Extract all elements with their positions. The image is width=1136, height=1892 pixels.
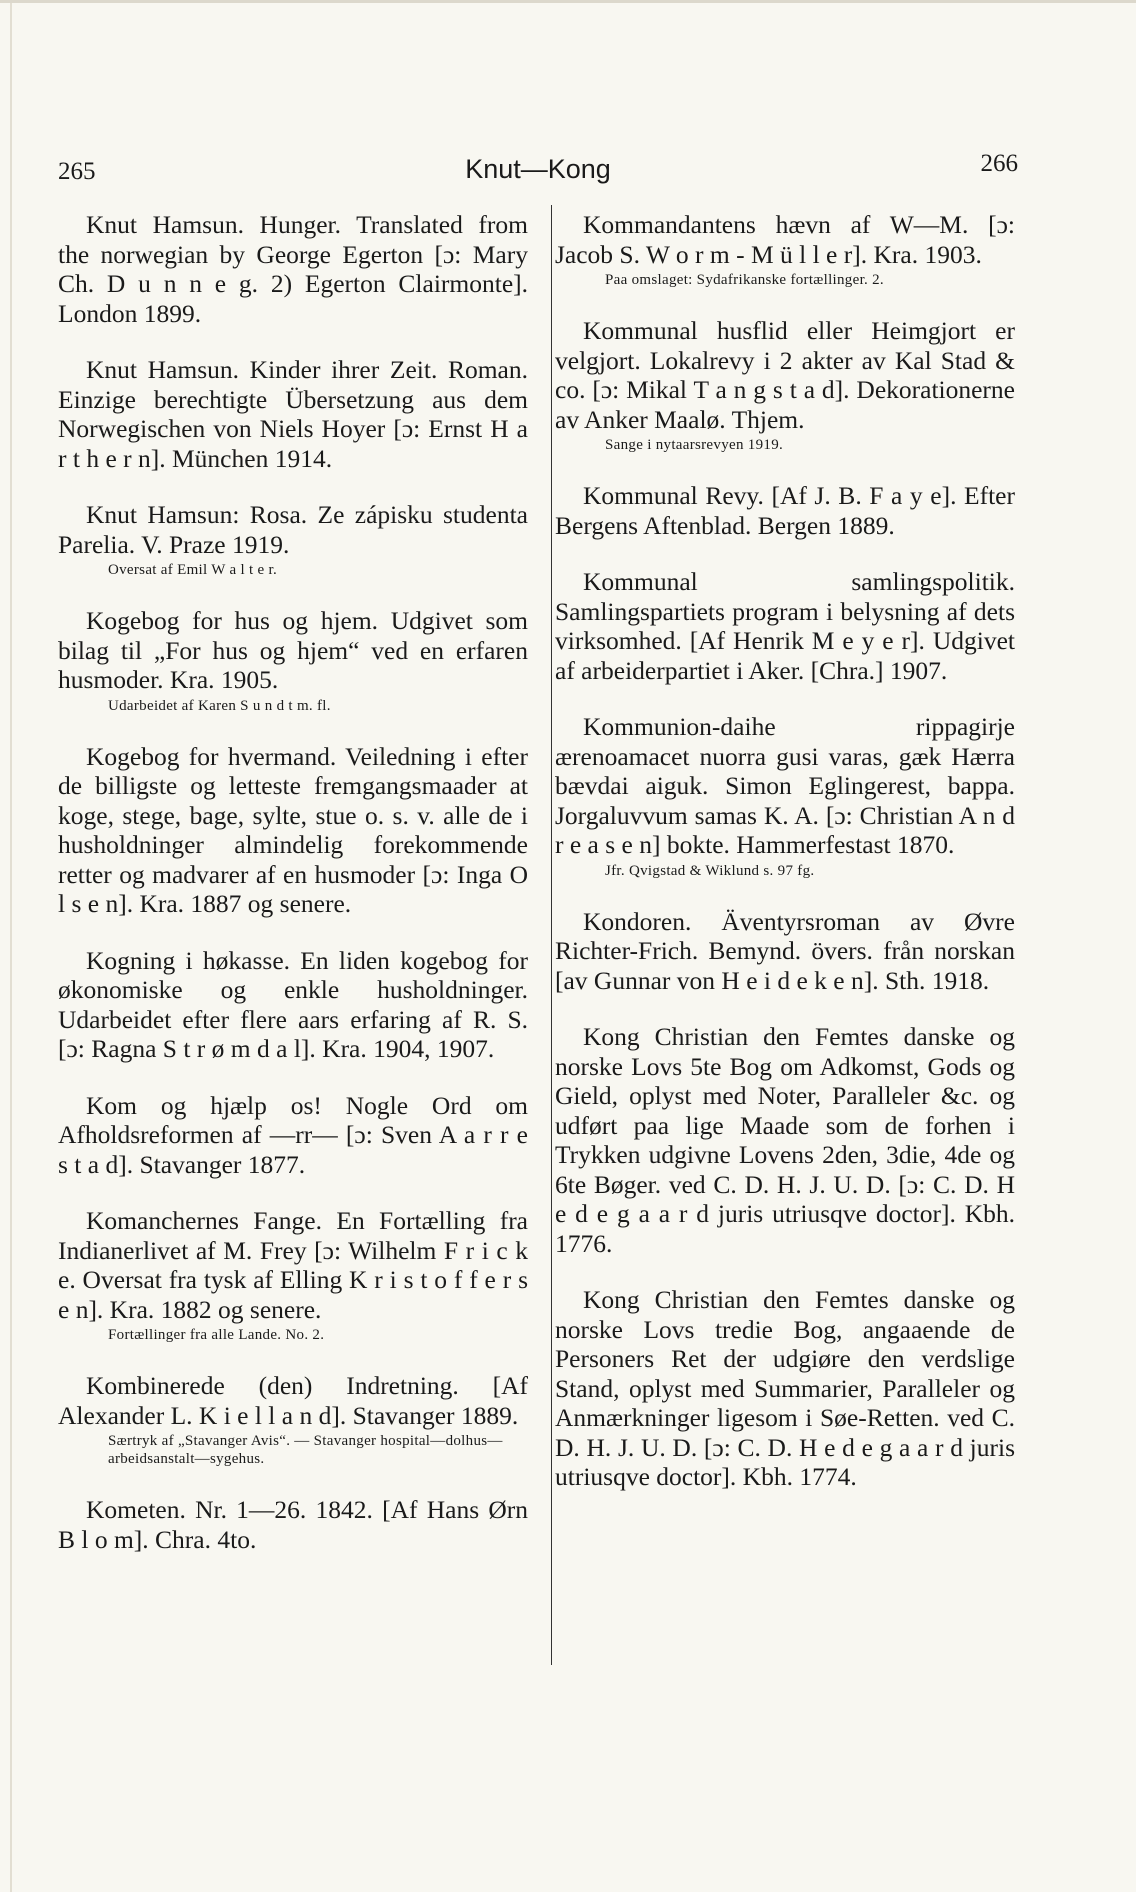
entry-text: Kogebog for hus og hjem. Udgivet som bilag til „For hus og hjem“ ved en erfaren husmoder. Kra. 1905. [58, 606, 528, 694]
entry-text: Kometen. Nr. 1—26. 1842. [Af Hans Ørn B l o m]. Chra. 4to. [58, 1495, 528, 1554]
entry-text: Kommunion-daihe rippagirje ærenoamacet nuorra gusi varas, gæk Hærra bævdai aiguk. Simon Eglingerest, bappa. Jorgaluvvum samas K. A. [ɔ: Christian A n d r e a s e n] bokte. Hammerfestast 1870. [555, 712, 1015, 859]
bibliography-entry [58, 210, 528, 328]
right-page-number: 266 [980, 150, 1018, 177]
bibliography-entry [555, 210, 1015, 289]
entry-text: Kondoren. Äventyrsroman av Øvre Richter-Frich. Bemynd. övers. från norskan [av Gunnar von H e i d e k e n]. Sth. 1918. [555, 906, 1015, 995]
bibliography-entry [555, 567, 1015, 685]
entry-note: Paa omslaget: Sydafrikanske fortællinger. 2. [605, 272, 884, 288]
bibliography-entry [555, 481, 1015, 540]
column-divider [551, 205, 552, 1665]
entry-note: Sange i nytaarsrevyen 1919. [605, 437, 784, 453]
bibliography-entry [58, 1206, 528, 1344]
entry-text: Kogning i høkasse. En liden kogebog for økonomiske og enkle husholdninger. Udarbeidet efter flere aars erfaring af R. S. [ɔ: Ragna S t r ø m d a l]. Kra. 1904, 1907. [58, 945, 528, 1063]
bibliography-entry [58, 500, 528, 579]
page-header [58, 150, 1018, 190]
entry-note: Fortællinger fra alle Lande. No. 2. [108, 1327, 325, 1343]
bibliography-entry [555, 907, 1015, 996]
entry-text: Kommunal Revy. [Af J. B. F a y e]. Efter Bergens Aftenblad. Bergen 1889. [555, 481, 1015, 540]
entry-note: Jfr. Qvigstad & Wiklund s. 97 fg. [605, 862, 815, 879]
right-column [555, 210, 1015, 1519]
bibliography-entry [555, 316, 1015, 454]
running-head: Knut—Kong [465, 154, 611, 184]
entry-note: Udarbeidet af Karen S u n d t m. fl. [108, 697, 331, 714]
entry-text: Komanchernes Fange. En Fortælling fra Indianerlivet af M. Frey [ɔ: Wilhelm F r i c k e. Oversat fra tysk af Elling K r i s t o f f e r s e n]. Kra. 1882 og senere. [58, 1206, 528, 1324]
entry-text: Kong Christian den Femtes danske og norske Lovs tredie Bog, angaaende de Personers Ret der udgiøre den verdslige Stand, oplyst med Summarier, Paralleler og Anmærkninger ligesom i Søe-Retten. ved C. D. H. J. U. D. [ɔ: C. D. H e d e g a a r d juris utriusqve doctor]. Kbh. 1774. [555, 1285, 1015, 1491]
entry-text: Kogebog for hvermand. Veiledning i efter de billigste og letteste fremgangsmaader at koge, stege, bage, sylte, stue o. s. v. alle de i husholdninger almindelig forekommende retter og madvarer af en husmoder [ɔ: Inga O l s e n]. Kra. 1887 og senere. [58, 741, 528, 918]
entry-note: Oversat af Emil W a l t e r. [108, 562, 278, 578]
bibliography-entry [58, 742, 528, 919]
entry-text: Kommandantens hævn af W—M. [ɔ: Jacob S. W o r m - M ü l l e r]. Kra. 1903. [555, 210, 1015, 269]
bibliography-entry [58, 606, 528, 715]
bibliography-entry [58, 946, 528, 1064]
bibliography-entry [58, 1091, 528, 1180]
entry-text: Knut Hamsun: Rosa. Ze zápisku studenta Parelia. V. Praze 1919. [58, 500, 528, 559]
left-page-number: 265 [58, 158, 96, 185]
entry-note: Særtryk af „Stavanger Avis“. — Stavanger hospital—dolhus—arbeidsanstalt—sygehus. [108, 1433, 503, 1467]
entry-text: Knut Hamsun. Kinder ihrer Zeit. Roman. Einzige berechtigte Übersetzung aus dem Norwegischen von Niels Hoyer [ɔ: Ernst H a r t h e r n]. München 1914. [58, 355, 528, 473]
bibliography-entry [555, 1285, 1015, 1492]
entry-text: Kommunal husflid eller Heimgjort er velgjort. Lokalrevy i 2 akter av Kal Stad & co. [ɔ: Mikal T a n g s t a d]. Dekorationerne av Anker Maalø. Thjem. [555, 316, 1015, 434]
bibliography-entry [58, 1371, 528, 1468]
left-column [58, 210, 528, 1581]
entry-text: Kom og hjælp os! Nogle Ord om Afholdsreformen af —rr— [ɔ: Sven A a r r e s t a d]. Stavanger 1877. [58, 1090, 528, 1179]
bibliography-entry [58, 1495, 528, 1554]
entry-text: Knut Hamsun. Hunger. Translated from the norwegian by George Egerton [ɔ: Mary Ch. D u n n e g. 2) Egerton Clairmonte]. London 1899. [58, 210, 528, 328]
bibliography-entry [58, 355, 528, 473]
bibliography-entry [555, 712, 1015, 880]
bibliography-entry [555, 1022, 1015, 1258]
entry-text: Kombinerede (den) Indretning. [Af Alexander L. K i e l l a n d]. Stavanger 1889. [58, 1371, 528, 1430]
entry-text: Kong Christian den Femtes danske og norske Lovs 5te Bog om Adkomst, Gods og Gield, oplyst med Noter, Paralleler &c. og udført paa lige Maade som de forhen i Trykken udgivne Lovens 2den, 3die, 4de og 6te Bøger. ved C. D. H. J. U. D. [ɔ: C. D. H e d e g a a r d juris utriusqve doctor]. Kbh. 1776. [555, 1022, 1015, 1258]
entry-text: Kommunal samlingspolitik. Samlingspartiets program i belysning af dets virksomhed. [Af Henrik M e y e r]. Udgivet af arbeiderpartiet i Aker. [Chra.] 1907. [555, 567, 1015, 685]
